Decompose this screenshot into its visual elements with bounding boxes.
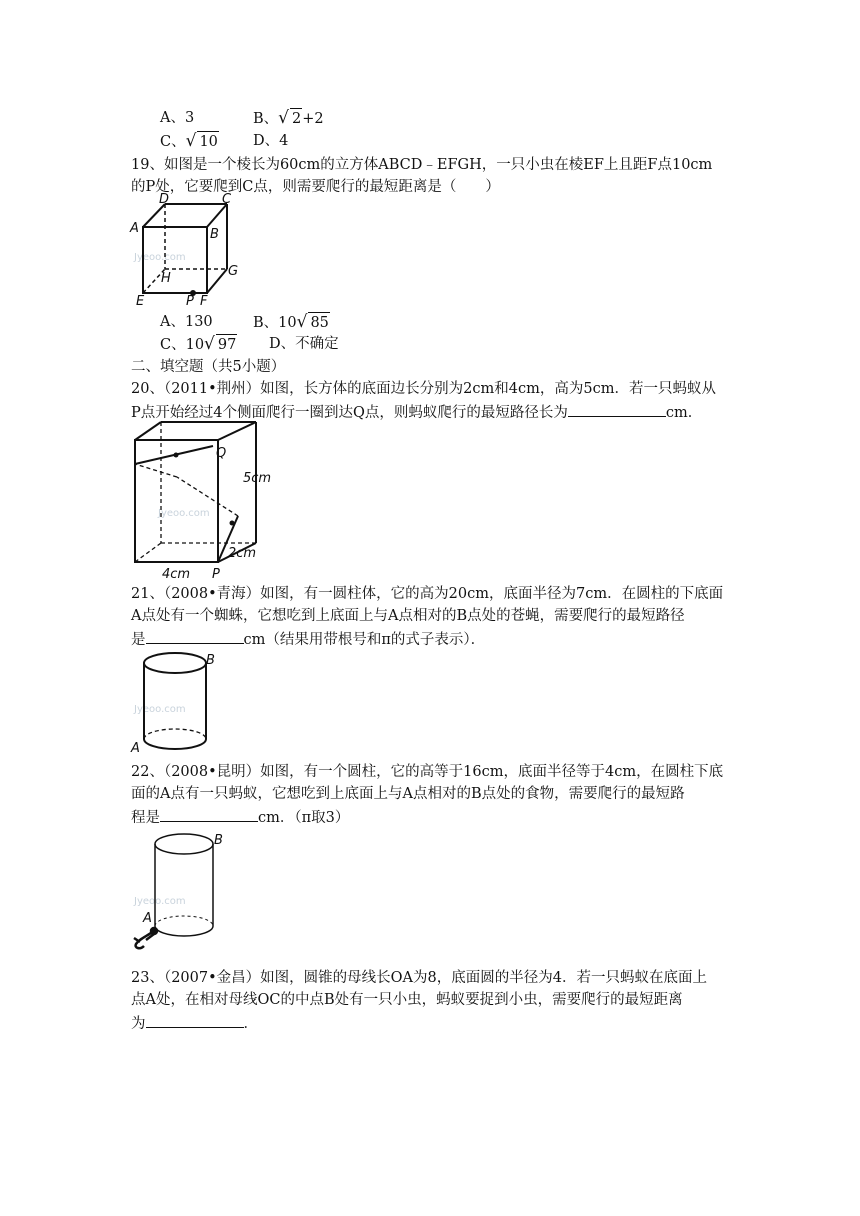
label-p-q20: P [212,567,220,582]
q19-line1: 19、如图是一个棱长为60cm的立方体ABCD﹣EFGH，一只小虫在棱EF上且距F点10cm [131,157,713,173]
cube-figure [130,192,242,310]
cylinder-figure-q21 [128,648,228,758]
label-a-q21: A [131,741,140,756]
q21-line1: 21、（2008•青海）如图，有一圆柱体，它的高为20cm，底面半径为7cm．在圆柱的下底面 [131,586,724,602]
label-b-q22: B [214,833,223,848]
svg-text:Jyeoo.com: Jyeoo.com [134,896,186,907]
label-a-q22: A [143,911,152,926]
q22-line1: 22、（2008•昆明）如图，有一个圆柱，它的高等于16cm，底面半径等于4cm，在圆柱下底 [131,764,724,780]
label-b-q21: B [206,653,215,668]
label-e: E [136,294,145,309]
q18-option-d: D、4 [253,133,289,149]
q19-option-d: D、不确定 [269,336,339,352]
svg-text:Jyeoo.com: Jyeoo.com [134,252,186,263]
section-heading: 二、填空题（共5小题） [131,359,286,375]
label-2cm: 2cm [228,546,257,561]
q18-option-b: B、√ 2+2 [253,108,324,128]
label-f: F [200,294,208,309]
label-b: B [210,227,219,242]
label-g: G [228,264,239,279]
label-5cm: 5cm [243,471,272,486]
q22-line2: 面的A点有一只蚂蚁，它想吃到上底面上与A点相对的B点处的食物，需要爬行的最短路 [131,786,685,802]
label-c: C [222,192,232,207]
q23-line2: 点A处，在相对母线OC的中点B处有一只小虫，蚂蚁要捉到小虫，需要爬行的最短距离 [131,992,683,1008]
q19-option-b: B、10√ 85 [253,312,329,332]
label-4cm: 4cm [162,567,191,582]
label-d: D [159,192,170,207]
svg-text:Jyeoo.com: Jyeoo.com [134,704,186,715]
q18-option-c: C、√ 10 [160,131,218,151]
q19-option-c: C、10√ 97 [160,334,237,354]
q18-option-a: A、3 [160,110,195,126]
q23-line1: 23、（2007•金昌）如图，圆锥的母线长OA为8，底面圆的半径为4．若一只蚂蚁在底面上 [131,970,707,986]
q19-option-a: A、130 [160,314,213,330]
q20-line1: 20、（2011•荆州）如图，长方体的底面边长分别为2cm和4cm，高为5cm．若一只蚂蚁从 [131,381,716,397]
ant-icon [134,928,157,948]
q20-line2: P点开始经过4个侧面爬行一圈到达Q点，则蚂蚁爬行的最短路径长为 cm． [131,401,702,423]
q19-line2: 的P处，它要爬到C点，则需要爬行的最短距离是（ ） [131,179,500,195]
cuboid-figure [130,420,280,582]
q21-line3: 是 cm（结果用带根号和π的式子表示）． [131,628,485,650]
label-h: H [161,271,171,286]
q22-line3: 程是 cm．（π取3） [131,806,349,828]
q21-line2: A点处有一个蜘蛛，它想吃到上底面上与A点相对的B点处的苍蝇，需要爬行的最短路径 [131,608,685,624]
label-a: A [130,221,139,236]
svg-text:Jyeoo.com: Jyeoo.com [158,508,210,519]
label-p: P [186,294,194,309]
label-q: Q [216,446,227,461]
cylinder-figure-q22 [128,826,238,954]
q23-line3: 为 ． [131,1012,258,1034]
